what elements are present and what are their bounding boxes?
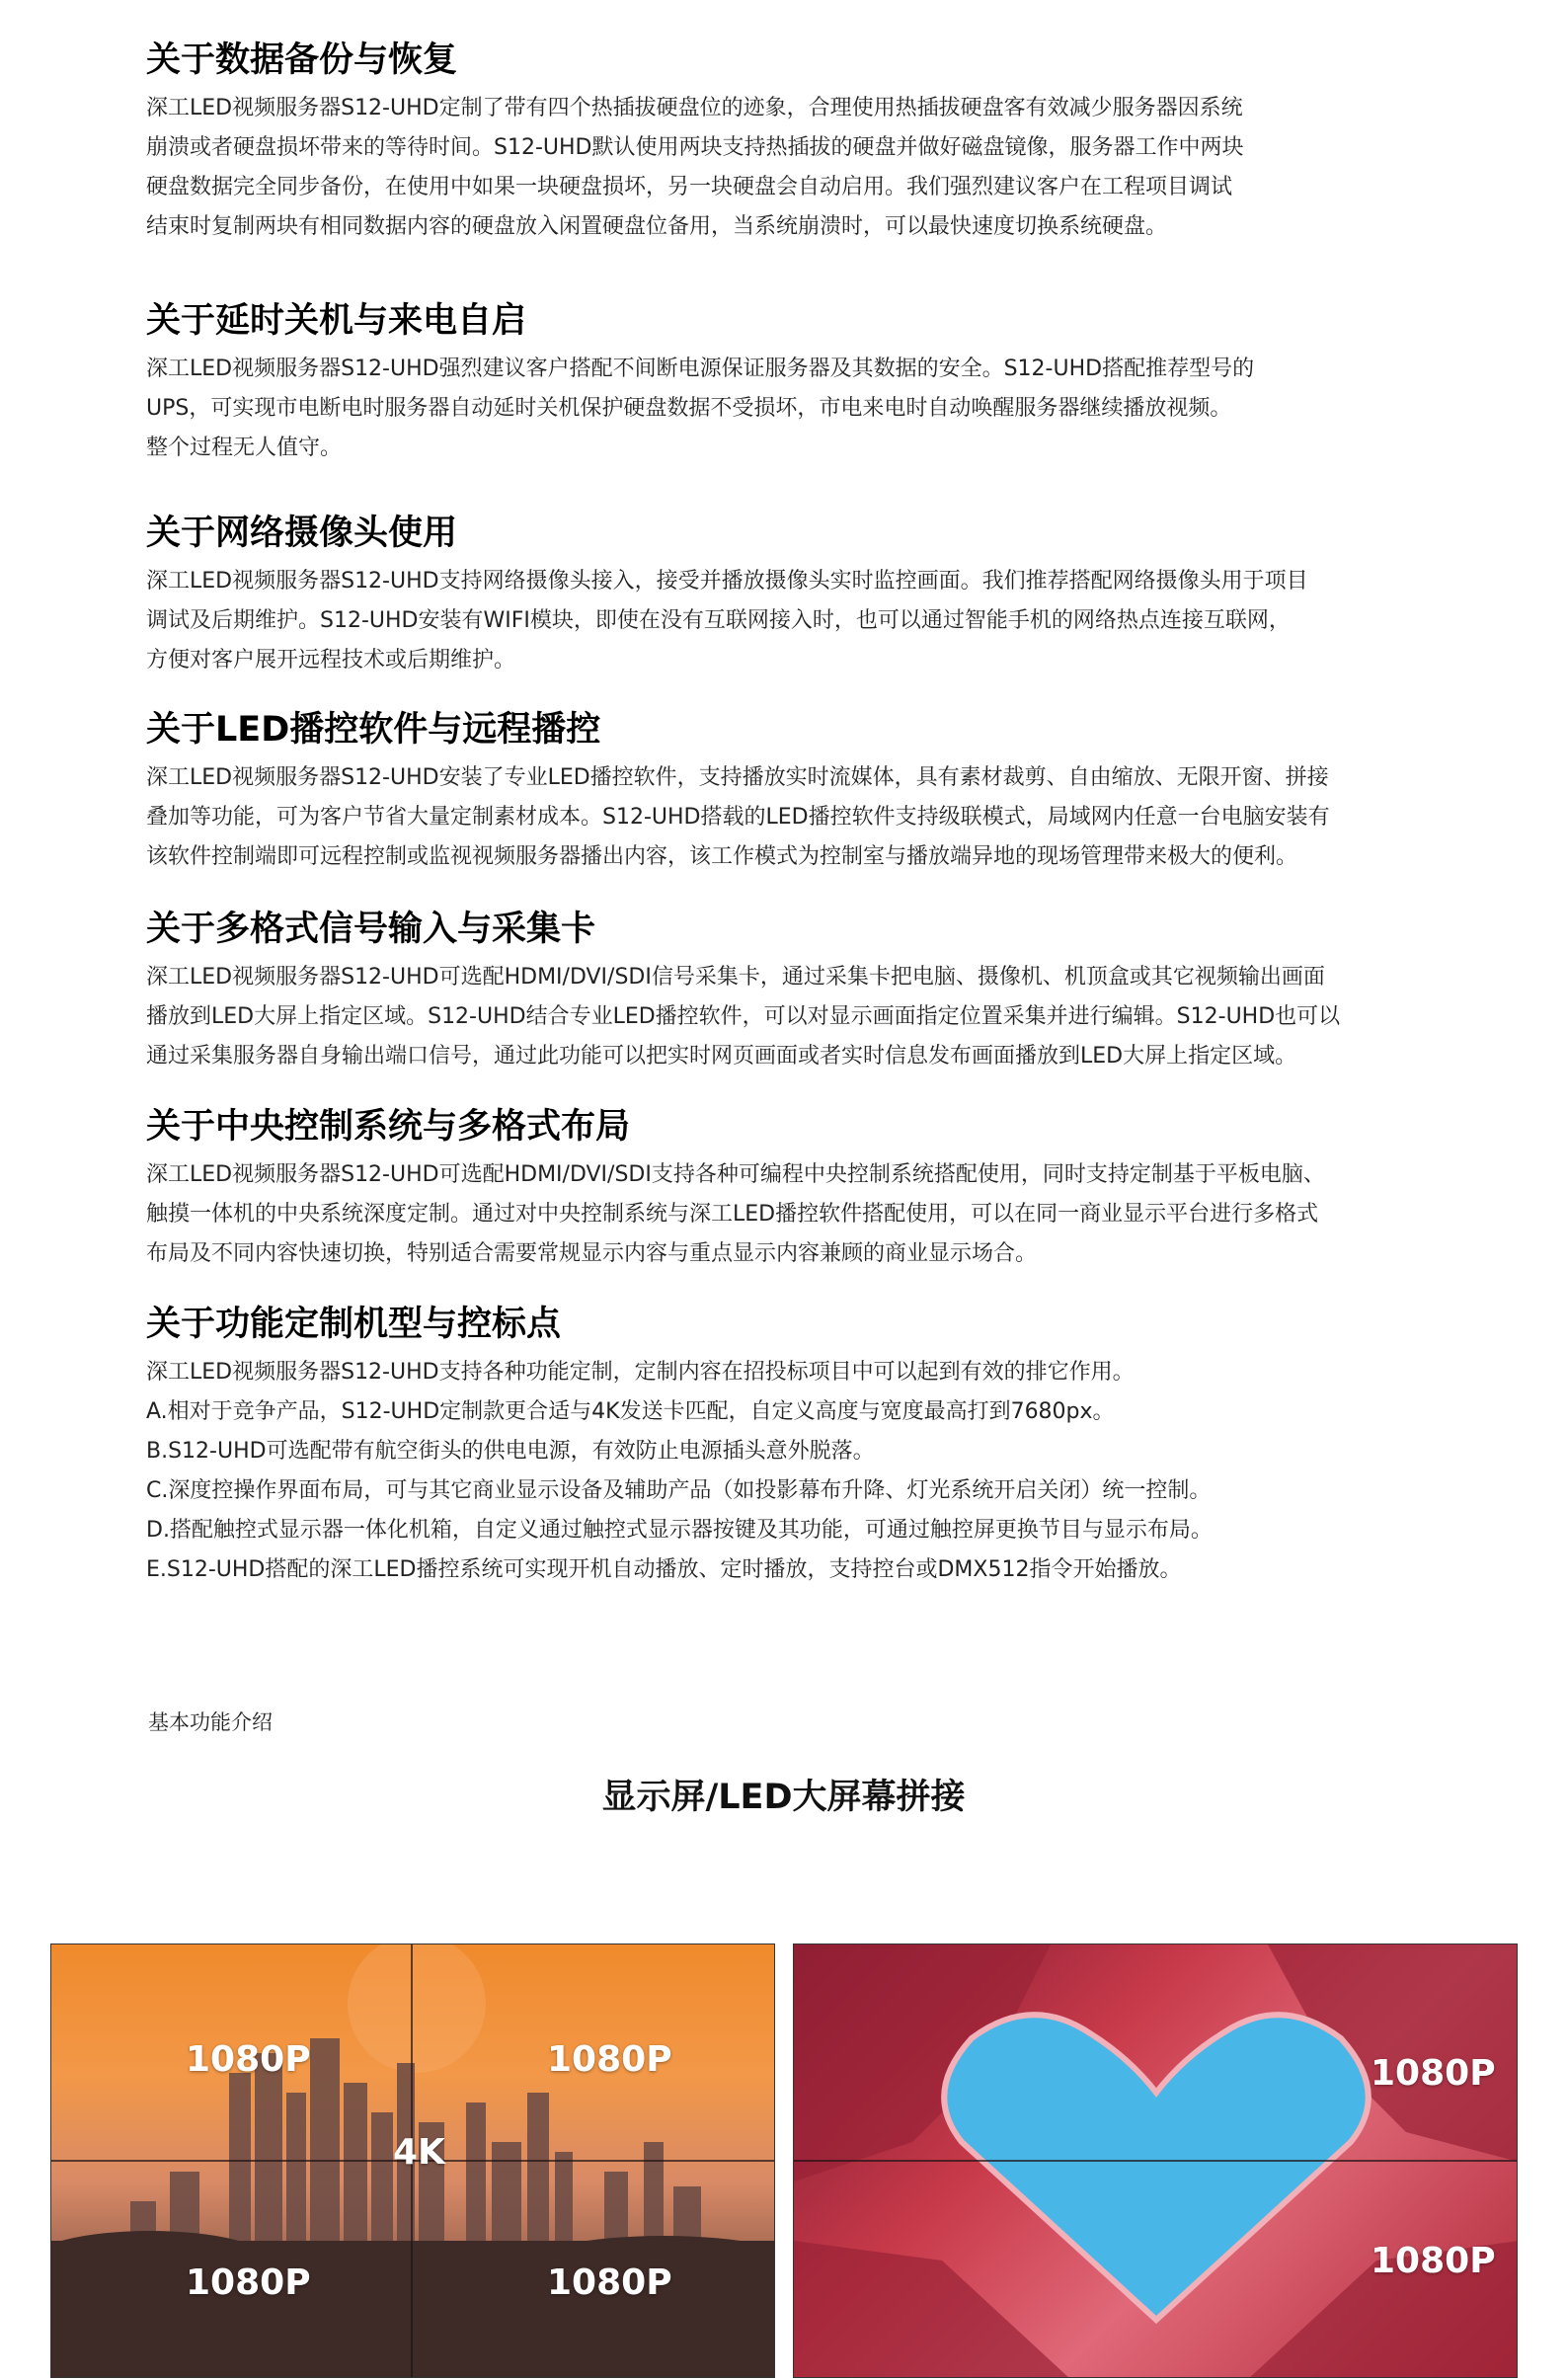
body-line: 深工LED视频服务器S12-UHD定制了带有四个热插拔硬盘位的迹象，合理使用热插拔硬盘客有效减少服务器因系统 (146, 96, 1243, 120)
body-line: D.搭配触控式显示器一体化机箱，自定义通过触控式显示器按键及其功能，可通过触控屏更换节目与显示布局。 (146, 1518, 1213, 1543)
section-central-control (146, 1104, 1469, 1274)
section-body (146, 562, 1469, 680)
section-camera (146, 511, 1469, 680)
body-line: 结束时复制两块有相同数据内容的硬盘放入闲置硬盘位备用，当系统崩溃时，可以最快速度切换系统硬盘。 (146, 214, 1168, 239)
section-title: 关于功能定制机型与控标点 (146, 1305, 562, 1344)
section-shutdown (146, 298, 1469, 468)
section-title: 关于网络摄像头使用 (146, 514, 458, 553)
body-line: 深工LED视频服务器S12-UHD强烈建议客户搭配不间断电源保证服务器及其数据的安全。S12-UHD搭配推荐型号的 (146, 357, 1255, 381)
section-title: 关于延时关机与来电自启 (146, 301, 527, 341)
body-line: 深工LED视频服务器S12-UHD可选配HDMI/DVI/SDI支持各种可编程中央控制系统搭配使用，同时支持定制基于平板电脑、 (146, 1162, 1325, 1187)
section-body (146, 1155, 1469, 1274)
section-body (146, 350, 1469, 468)
section-remote (146, 707, 1469, 877)
section-title: 关于数据备份与恢复 (146, 40, 458, 80)
resolution-label: 1080P (1371, 2241, 1496, 2281)
section-body (146, 758, 1469, 877)
body-line: E.S12-UHD搭配的深工LED播控系统可实现开机自动播放、定时播放，支持控台或DMX512指令开始播放。 (146, 1557, 1182, 1582)
section-customization (146, 1302, 1469, 1590)
body-line: 深工LED视频服务器S12-UHD支持各种功能定制，定制内容在招投标项目中可以起到有效的排它作用。 (146, 1360, 1135, 1385)
section-backup (146, 38, 1469, 247)
section-capture (146, 907, 1469, 1076)
resolution-label: 1080P (547, 2039, 672, 2080)
body-line: 播放到LED大屏上指定区域。S12-UHD结合专业LED播控软件，可以对显示画面指定位置采集并进行编辑。S12-UHD也可以 (146, 1004, 1341, 1029)
section-title: 关于多格式信号输入与采集卡 (146, 910, 596, 949)
body-line: 该软件控制端即可远程控制或监视视频服务器播出内容，该工作模式为控制室与播放端异地的现场管理带来极大的便利。 (146, 844, 1298, 869)
body-line: B.S12-UHD可选配带有航空街头的供电电源，有效防止电源插头意外脱落。 (146, 1439, 875, 1464)
body-line: 叠加等功能，可为客户节省大量定制素材成本。S12-UHD搭载的LED播控软件支持级联模式，局域网内任意一台电脑安装有 (146, 805, 1330, 830)
body-line: 硬盘数据完全同步备份，在使用中如果一块硬盘损坏，另一块硬盘会自动启用。我们强烈建议客户在工程项目调试 (146, 175, 1233, 199)
section-title: 关于LED播控软件与远程播控 (146, 710, 601, 750)
body-line: 深工LED视频服务器S12-UHD支持网络摄像头接入，接受并播放摄像头实时监控画面。我们推荐搭配网络摄像头用于项目 (146, 569, 1308, 594)
body-line: 深工LED视频服务器S12-UHD可选配HDMI/DVI/SDI信号采集卡，通过采集卡把电脑、摄像机、机顶盒或其它视频输出画面 (146, 965, 1325, 990)
center-title: 显示屏/LED大屏幕拼接 (601, 1778, 966, 1817)
grid-divider-horizontal (794, 2160, 1517, 2162)
body-line: 触摸一体机的中央系统深度定制。通过对中央控制系统与深工LED播控软件搭配使用，可以在同一商业显示平台进行多格式 (146, 1202, 1319, 1227)
body-line: 布局及不同内容快速切换，特别适合需要常规显示内容与重点显示内容兼顾的商业显示场合。 (146, 1241, 1038, 1266)
body-line: A.相对于竞争产品，S12-UHD定制款更合适与4K发送卡匹配，自定义高度与宽度最高打到7680px。 (146, 1399, 1115, 1424)
body-line: UPS，可实现市电断电时服务器自动延时关机保护硬盘数据不受损坏，市电来电时自动唤醒服务器继续播放视频。 (146, 396, 1232, 421)
section-body (146, 958, 1469, 1076)
section-body (146, 1353, 1469, 1590)
resolution-label: 1080P (186, 2262, 311, 2303)
body-line: C.深度控操作界面布局，可与其它商业显示设备及辅助产品（如投影幕布升降、灯光系统开启关闭）统一控制。 (146, 1478, 1212, 1503)
body-line: 方便对客户展开远程技术或后期维护。 (146, 648, 516, 673)
video-wall-heart-image (793, 1944, 1518, 2378)
intro-label: 基本功能介绍 (148, 1710, 273, 1734)
resolution-label: 1080P (547, 2262, 672, 2303)
video-wall-city-image (50, 1944, 775, 2378)
resolution-label: 1080P (1371, 2053, 1496, 2094)
section-body (146, 89, 1469, 247)
section-title: 关于中央控制系统与多格式布局 (146, 1107, 631, 1147)
body-line: 崩溃或者硬盘损坏带来的等待时间。S12-UHD默认使用两块支持热插拔的硬盘并做好磁盘镜像，服务器工作中两块 (146, 135, 1244, 160)
body-line: 调试及后期维护。S12-UHD安装有WIFI模块，即使在没有互联网接入时，也可以通过智能手机的网络热点连接互联网， (146, 608, 1291, 633)
resolution-label: 1080P (186, 2039, 311, 2080)
resolution-label-4k: 4K (393, 2132, 445, 2173)
body-line: 整个过程无人值守。 (146, 436, 343, 460)
body-line: 深工LED视频服务器S12-UHD安装了专业LED播控软件，支持播放实时流媒体，具有素材裁剪、自由缩放、无限开窗、拼接 (146, 765, 1329, 790)
body-line: 通过采集服务器自身输出端口信号，通过此功能可以把实时网页画面或者实时信息发布画面播放到LED大屏上指定区域。 (146, 1044, 1297, 1069)
